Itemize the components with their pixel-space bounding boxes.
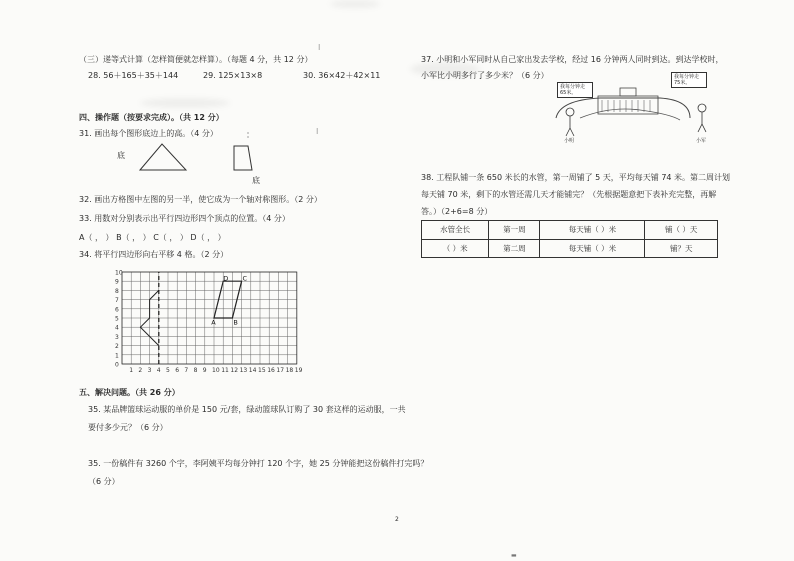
section-4-header: 四、操作题（按要求完成）。（共 12 分） [79,113,224,122]
x-tick-label: 11 [221,367,229,374]
speech-bubble-left: 我每分钟走65米。 [557,82,593,98]
label-xiaoming: 小明 [564,138,575,144]
x-tick-label: 9 [202,367,207,374]
x-tick-label: 6 [175,367,180,374]
table-cell: 铺（ ）天 [645,221,718,240]
table-cell: 每天铺（ ）米 [540,239,645,258]
table-cell: 水管全长 [422,221,489,240]
scan-mark: ▬ [511,552,517,559]
vertex-label: D [223,274,229,283]
x-tick-label: 13 [239,367,248,374]
table-row [422,221,718,240]
vertex-label: B [233,318,238,327]
x-tick-label: 16 [267,367,275,374]
section-5-header: 五、解决问题。（共 26 分） [79,388,180,397]
table-cell: 铺？天 [645,239,718,258]
table-cell: 第二周 [489,239,540,258]
question-38-line3: 答。）（2+6=8 分） [421,207,493,216]
question-38-line2: 每天铺 70 米，剩下的水管还需几天才能铺完？（先根据题意把下表补充完整，再解 [421,190,717,199]
speech-bubble-right: 我每分钟走75米。 [671,72,707,88]
question-35a-line2: 要付多少元？（6 分） [88,423,168,432]
x-tick-label: 15 [258,367,266,374]
question-34: 34. 将平行四边形向右平移 4 格。（2 分） [79,250,229,259]
x-tick-label: 17 [276,367,285,374]
x-tick-label: 2 [138,367,143,374]
y-tick-label: 1 [115,352,119,360]
x-tick-label: 7 [184,367,189,374]
x-tick-label: 5 [166,367,170,374]
y-tick-label: 6 [115,306,119,314]
section-3-header: （三）递等式计算（怎样简便就怎样算）。（每题 4 分，共 12 分） [79,55,313,64]
question-38-line1: 38. 工程队铺一条 650 米长的水管，第一周铺了 5 天，平均每天铺 74 米。第二周计划 [421,173,731,182]
question-29: 29. 125×13×8 [203,71,263,80]
question-33-answers: A（ ， ） B（ ， ） C（ ， ） D（ ， ） [79,233,226,242]
x-tick-label: 10 [212,367,220,374]
x-tick-label: 4 [156,367,161,374]
label-base-triangle: 底 [117,151,125,160]
y-tick-label: 5 [115,315,119,323]
y-tick-label: 8 [115,287,119,295]
vertex-label: A [211,318,216,327]
x-tick-label: 14 [248,367,257,374]
question-35b-line1: 35. 一份稿件有 3260 个字，李阿姨平均每分钟打 120 个字，她 25 分钟能把这份稿件打完吗？ [88,459,429,468]
question-32: 32. 画出方格图中左图的另一半，使它成为一个轴对称图形。（2 分） [79,195,322,204]
question-28: 28. 56＋165＋35＋144 [88,71,179,80]
question-35b-line2: （6 分） [88,477,120,486]
question-37-line1: 37. 小明和小军同时从自己家出发去学校，经过 16 分钟两人同时到达。到达学校时， [421,55,724,64]
x-tick-label: 12 [230,367,239,374]
question-33: 33. 用数对分别表示出平行四边形四个顶点的位置。（4 分） [79,214,290,223]
y-tick-label: 7 [115,297,119,305]
table-cell: 第一周 [489,221,540,240]
label-base-trapezoid: 底 [252,176,260,185]
q38-table [421,220,718,258]
question-37-line2: 小军比小明多行了多少米？（6 分） [421,71,549,80]
y-tick-label: 2 [115,343,119,351]
question-30: 30. 36×42＋42×11 [303,71,381,80]
y-tick-label: 0 [115,361,119,369]
vertex-label: C [242,274,248,283]
y-tick-label: 4 [115,324,119,332]
table-row [422,239,718,258]
question-31: 31. 画出每个图形底边上的高。（4 分） [79,129,218,138]
page-number: 2 [395,516,399,523]
scan-mark: I [316,127,319,136]
y-tick-label: 10 [115,269,123,277]
x-tick-label: 3 [147,367,152,374]
x-tick-label: 19 [294,367,303,374]
x-tick-label: 8 [193,367,198,374]
scan-mark: I [318,43,321,52]
y-tick-label: 3 [115,333,119,341]
table-cell: 每天铺（ ）米 [540,221,645,240]
question-35a-line1: 35. 某品牌篮球运动服的单价是 150 元/套，绿动篮球队订购了 30 套这样的运动服，一共 [88,405,406,414]
table-cell: （ ）米 [422,239,489,258]
label-xiaojun: 小军 [696,138,707,144]
y-tick-label: 9 [115,278,119,286]
x-tick-label: 1 [129,367,134,374]
x-tick-label: 18 [285,367,294,374]
